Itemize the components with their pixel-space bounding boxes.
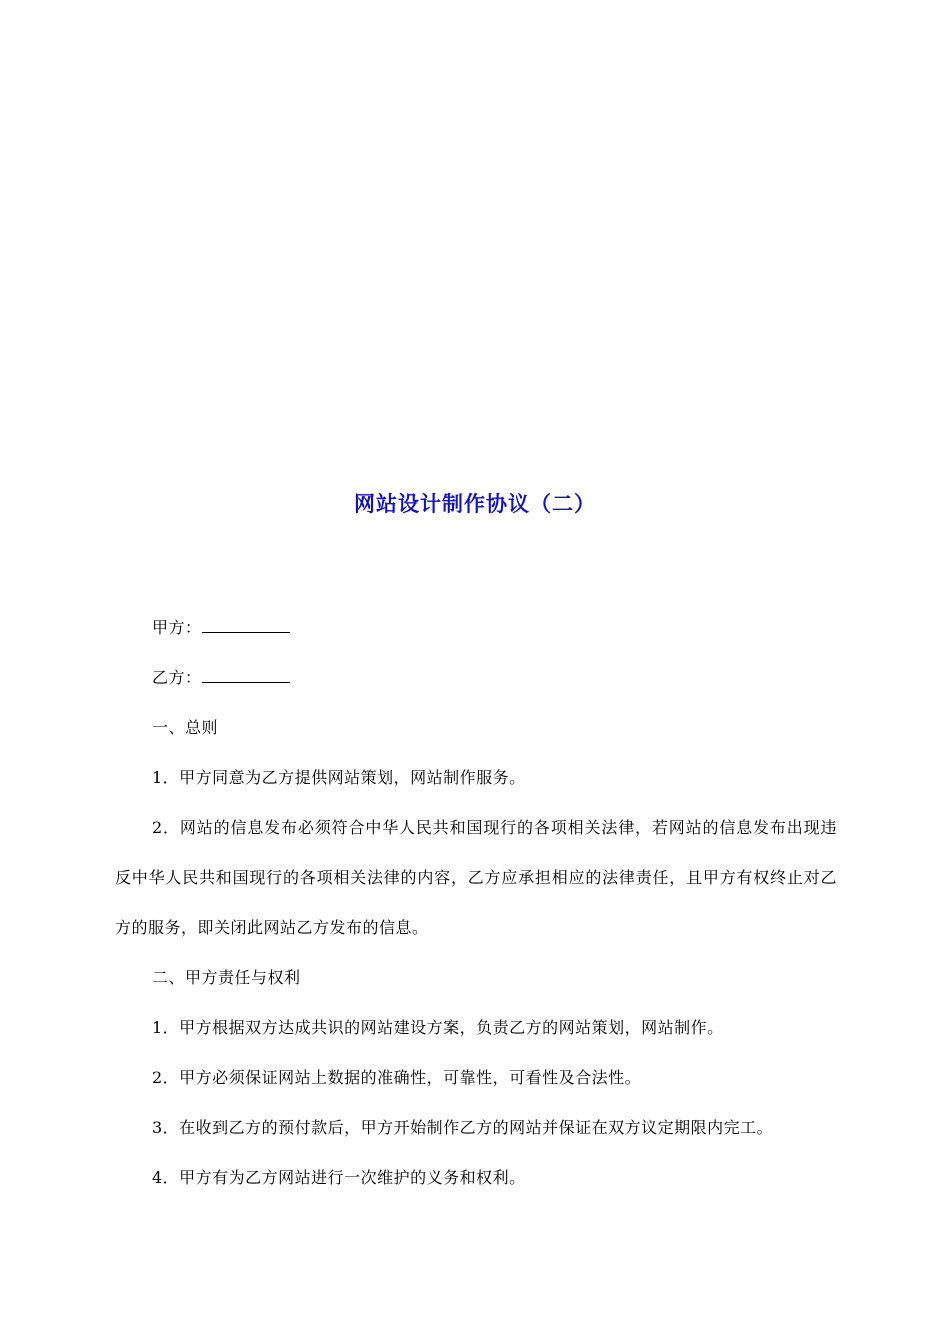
party-b-line [115,653,837,703]
clause-paragraph: 1．甲方同意为乙方提供网站策划，网站制作服务。 [152,768,526,787]
section-heading-general: 一、总则 [152,718,219,737]
party-b-label: 乙方： [152,668,202,687]
clause-paragraph: 1．甲方根据双方达成共识的网站建设方案，负责乙方的网站策划，网站制作。 [152,1018,724,1037]
clause-paragraph: 2．甲方必须保证网站上数据的准确性，可靠性，可看性及合法性。 [152,1068,642,1087]
clause-paragraph: 2．网站的信息发布必须符合中华人民共和国现行的各项相关法律，若网站的信息发布出现违反中华人民共和国现行的各项相关法律的内容，乙方应承担相应的法律责任，且甲方有权终止对乙方的服务，即关闭此网站乙方发布的信息。 [115,818,837,937]
party-a-line [115,603,837,653]
party-b-blank [202,668,290,683]
document-body [115,603,837,1203]
clause-paragraph: 4．甲方有为乙方网站进行一次维护的义务和权利。 [152,1168,526,1187]
section-heading-party-a: 二、甲方责任与权利 [152,968,301,987]
document-title: 网站设计制作协议（二） [354,491,596,516]
party-a-blank [202,618,290,633]
clause-paragraph: 3．在收到乙方的预付款后，甲方开始制作乙方的网站并保证在双方议定期限内完工。 [152,1118,774,1137]
party-a-label: 甲方： [152,618,202,637]
